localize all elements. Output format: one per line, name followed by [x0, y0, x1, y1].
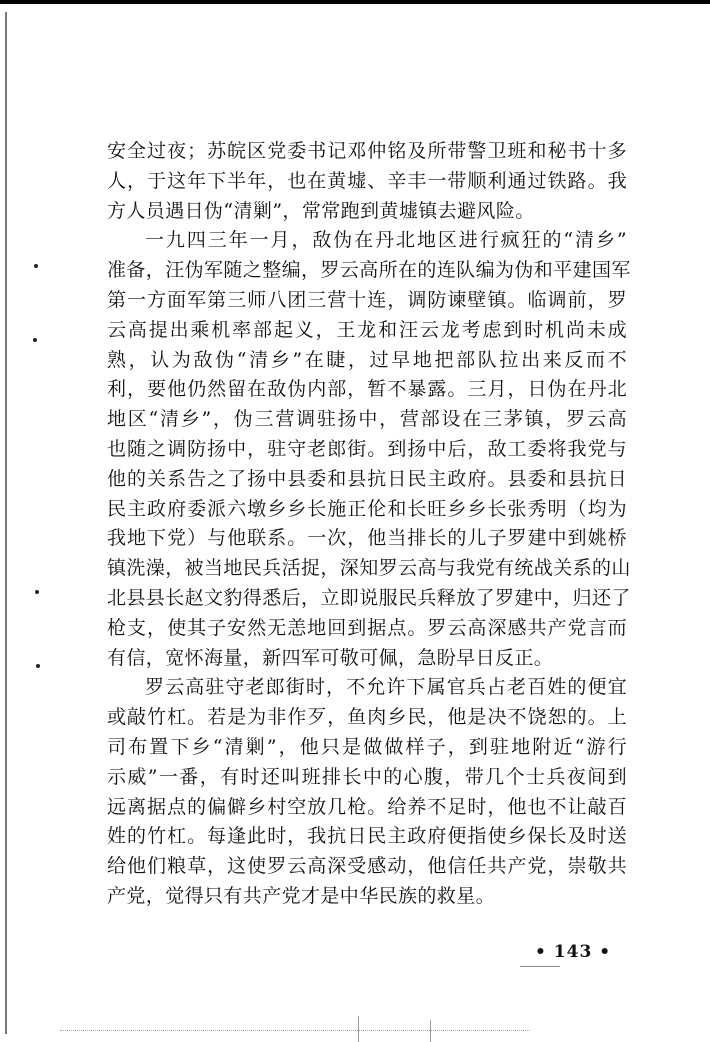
text-line: 产党，觉得只有共产党才是中华民族的救星。: [107, 884, 496, 907]
text-line: 也随之调防扬中，驻守老郎街。到扬中后，敌工委将我党与: [107, 437, 627, 460]
scan-artifact: [60, 1030, 530, 1032]
body-text: [107, 137, 631, 912]
scan-speck: [33, 338, 37, 342]
text-line: 远离据点的偏僻乡村空放几枪。给养不足时，他也不让敲百: [107, 795, 627, 818]
text-line: 北县县长赵文豹得悉后，立即说服民兵释放了罗建中，归还了: [107, 586, 631, 609]
page-number: • 143 •: [535, 942, 612, 962]
text-line: 枪支，使其子安然无恙地回到据点。罗云高深感共产党言而: [107, 616, 627, 639]
text-line: 人，于这年下半年，也在黄墟、辛丰一带顺利通过铁路。我: [107, 169, 627, 192]
text-line: 罗云高驻守老郎街时，不允许下属官兵占老百姓的便宜: [145, 676, 627, 699]
text-line: 熟，认为敌伪“清乡”在睫，过早地把部队拉出来反而不: [107, 348, 627, 371]
text-line: 或敲竹杠。若是为非作歹，鱼肉乡民，他是决不饶恕的。上: [107, 706, 627, 729]
text-line: 给他们粮草，这使罗云高深受感动，他信任共产党，崇敬共: [107, 855, 627, 878]
text-line: 安全过夜；苏皖区党委书记邓仲铭及所带警卫班和秘书十多: [107, 140, 627, 162]
text-line: 镇洗澡，被当地民兵活捉，深知罗云高与我党有统战关系的山: [107, 557, 631, 580]
scan-artifact: [358, 1016, 359, 1042]
text-line: 云高提出乘机率部起义，王龙和汪云龙考虑到时机尚未成: [107, 318, 627, 341]
scan-speck: [36, 664, 40, 668]
scan-speck: [35, 590, 39, 594]
text-line: 我地下党）与他联系。一次，他当排长的儿子罗建中到姚桥: [107, 527, 627, 550]
top-border: [0, 0, 710, 4]
left-border: [5, 12, 7, 1034]
text-line: 地区“清乡”，伪三营调驻扬中，营部设在三茅镇，罗云高: [107, 408, 627, 431]
text-line: 示威”一番，有时还叫班排长中的心腹，带几个士兵夜间到: [107, 765, 627, 788]
text-line: 准备，汪伪军随之整编，罗云高所在的连队编为伪和平建国军: [107, 259, 631, 282]
text-line: 方人员遇日伪“清剿”，常常跑到黄墟镇去避风险。: [107, 199, 535, 222]
page-number-mark: [520, 966, 560, 967]
text-line: 利，要他仍然留在敌伪内部，暂不暴露。三月，日伪在丹北: [107, 378, 627, 401]
text-line: 姓的竹杠。每逢此时，我抗日民主政府便指使乡保长及时送: [107, 825, 627, 848]
text-line: 民主政府委派六墩乡乡长施正伦和长旺乡乡长张秀明（均为: [107, 497, 627, 520]
text-line: 一九四三年一月，敌伪在丹北地区进行疯狂的“清乡”: [145, 229, 627, 252]
text-line: 他的关系告之了扬中县委和县抗日民主政府。县委和县抗日: [107, 467, 627, 490]
text-line: 第一方面军第三师八团三营十连，调防谏壁镇。临调前，罗: [107, 288, 627, 311]
scan-speck: [34, 264, 38, 268]
text-line: 司布置下乡“清剿”，他只是做做样子，到驻地附近“游行: [107, 735, 627, 758]
text-line: 有信，宽怀海量，新四军可敬可佩，急盼早日反正。: [107, 646, 554, 669]
